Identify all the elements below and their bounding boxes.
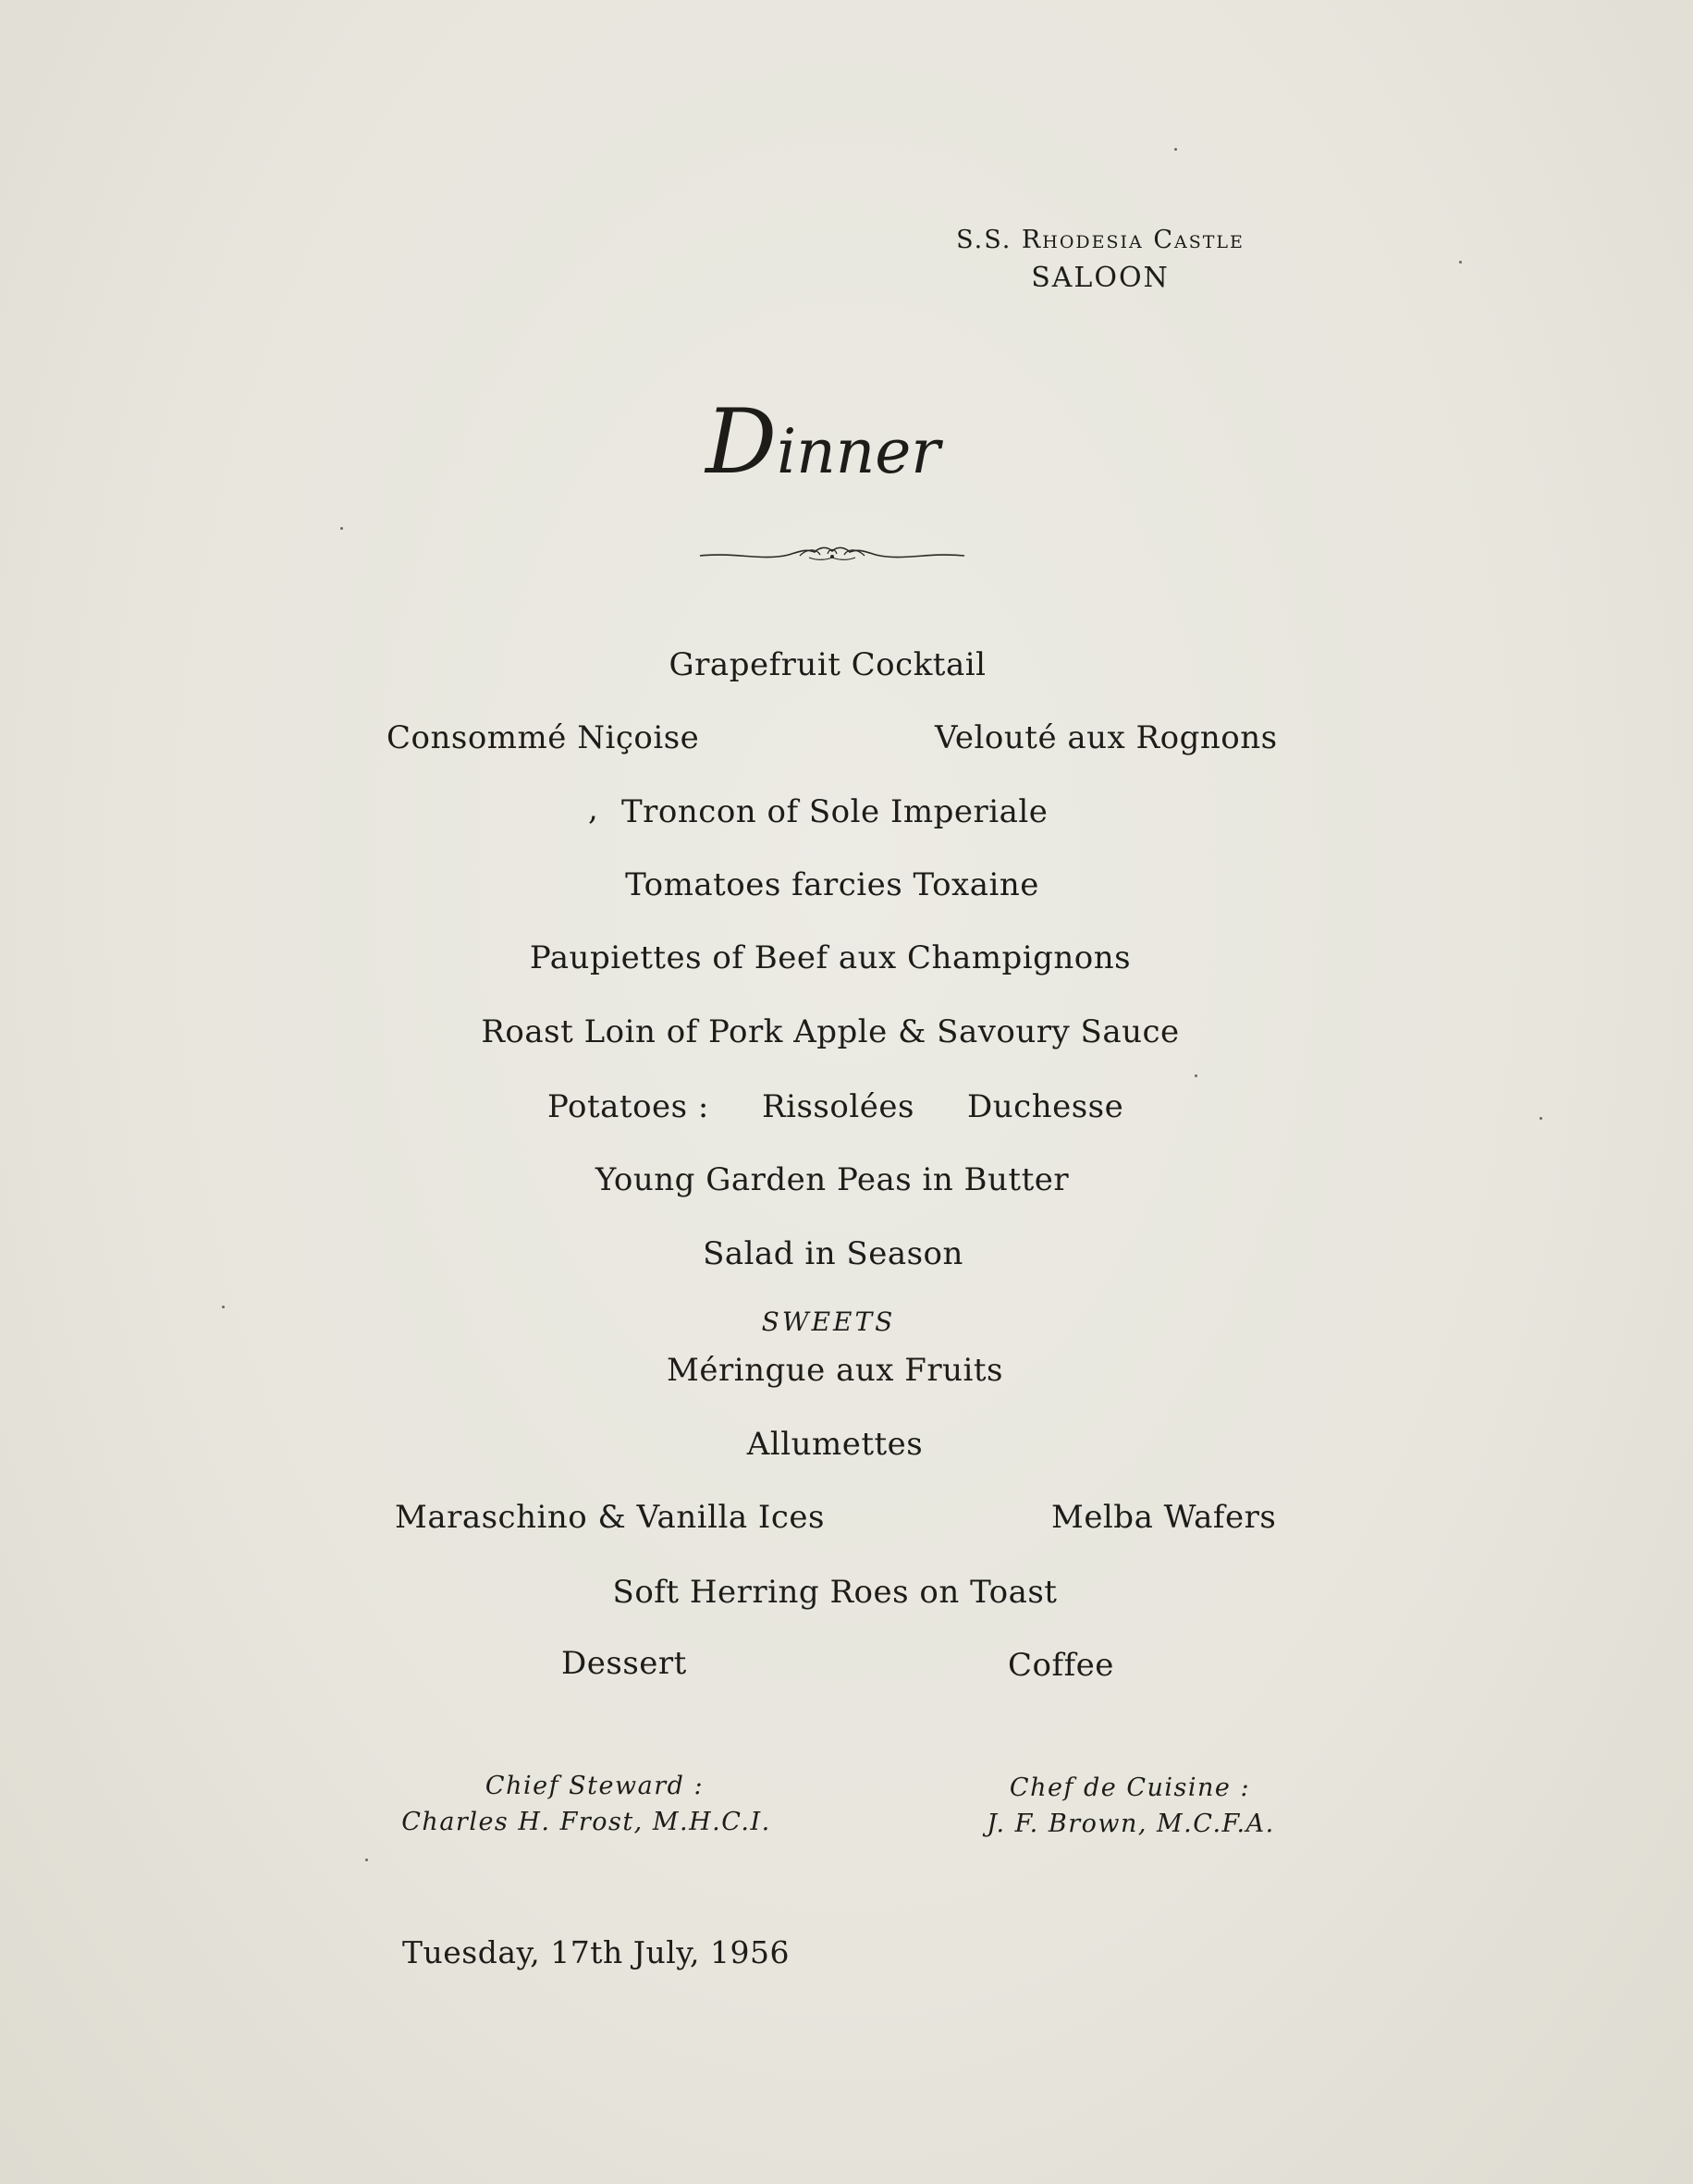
title-rest: inner: [777, 416, 940, 487]
menu-title: [705, 390, 940, 494]
menu-item-sole: Troncon of Sole Imperiale: [621, 793, 1049, 830]
menu-item-rissolees: Rissolées: [762, 1088, 914, 1125]
menu-item-meringue: Méringue aux Fruits: [667, 1352, 1003, 1389]
paper-speck: [1459, 261, 1462, 264]
paper-speck: [365, 1859, 368, 1861]
chef-name: J. F. Brown, M.C.F.A.: [987, 1810, 1275, 1838]
menu-item-wafers: Melba Wafers: [1051, 1499, 1277, 1536]
menu-item-beef: Paupiettes of Beef aux Champignons: [529, 939, 1132, 976]
menu-item-duchesse: Duchesse: [967, 1088, 1124, 1125]
menu-item-tomatoes: Tomatoes farcies Toxaine: [625, 866, 1039, 903]
menu-item-allumettes: Allumettes: [746, 1426, 924, 1463]
sweets-heading: SWEETS: [761, 1307, 896, 1337]
paper-speck: [1174, 148, 1177, 151]
paper-speck: [1195, 1074, 1197, 1077]
menu-item-grapefruit: Grapefruit Cocktail: [669, 646, 987, 683]
ship-name: S.S. Rhodesia Castle: [956, 226, 1245, 254]
menu-item-salad: Salad in Season: [703, 1235, 963, 1272]
menu-item-dessert: Dessert: [561, 1645, 687, 1682]
menu-item-consomme: Consommé Niçoise: [386, 719, 700, 756]
menu-item-coffee: Coffee: [1008, 1647, 1114, 1684]
menu-item-herring-roes: Soft Herring Roes on Toast: [612, 1574, 1058, 1611]
title-initial: D: [705, 390, 778, 494]
menu-item-peas: Young Garden Peas in Butter: [595, 1161, 1070, 1198]
paper-speck: [340, 527, 343, 530]
potatoes-label: Potatoes :: [547, 1088, 709, 1125]
ornament-flourish-icon: [698, 539, 966, 567]
saloon-label: SALOON: [1031, 262, 1170, 294]
chief-steward-title: Chief Steward :: [485, 1772, 705, 1800]
fish-mark: ,: [588, 791, 599, 828]
chief-steward-name: Charles H. Frost, M.H.C.I.: [401, 1808, 771, 1836]
menu-item-ices: Maraschino & Vanilla Ices: [395, 1499, 825, 1536]
menu-item-pork: Roast Loin of Pork Apple & Savoury Sauce: [481, 1013, 1180, 1050]
paper-speck: [222, 1306, 225, 1308]
menu-date: Tuesday, 17th July, 1956: [402, 1934, 791, 1970]
menu-item-veloute: Velouté aux Rognons: [935, 719, 1278, 756]
chef-title: Chef de Cuisine :: [1009, 1773, 1251, 1802]
paper-speck: [1540, 1117, 1542, 1120]
